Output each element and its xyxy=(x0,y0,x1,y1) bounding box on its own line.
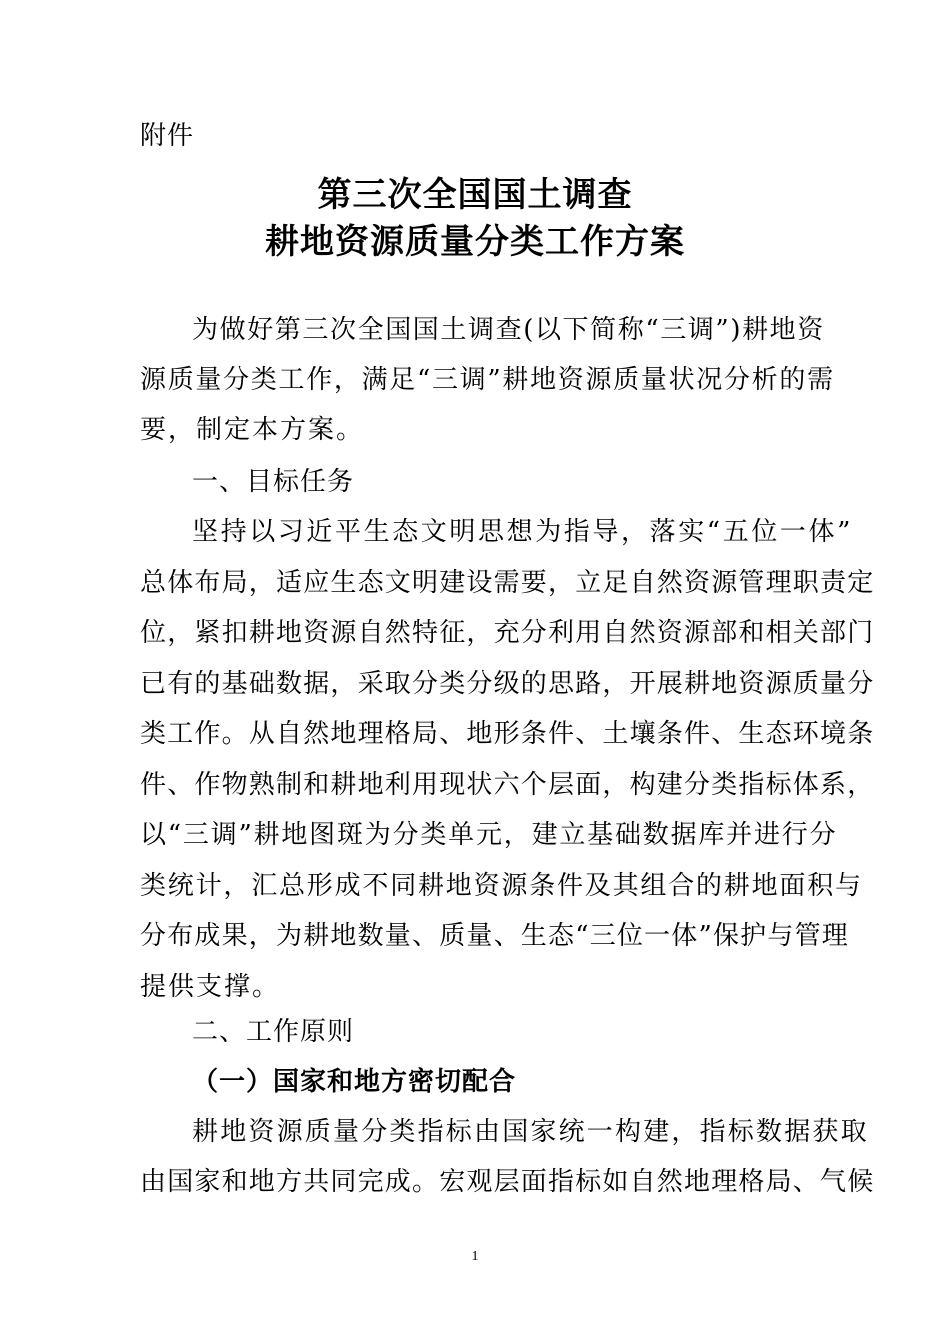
section1-line-9: 分布成果，为耕地数量、质量、生态“三位一体”保护与管理 xyxy=(140,921,849,951)
document-title-line-1: 第三次全国国土调查 xyxy=(317,175,633,215)
section1-line-6: 件、作物熟制和耕地利用现状六个层面，构建分类指标体系， xyxy=(140,770,875,800)
subsection1-line-2: 由国家和地方共同完成。宏观层面指标如自然地理格局、气候 xyxy=(140,1167,875,1197)
intro-line-3: 要，制定本方案。 xyxy=(140,415,365,445)
intro-line-1: 为做好第三次全国国土调查(以下简称“三调”)耕地资 xyxy=(192,315,825,345)
section1-line-2: 总体布局，适应生态文明建设需要，立足自然资源管理职责定 xyxy=(140,568,875,598)
section1-line-4: 已有的基础数据，采取分类分级的思路，开展耕地资源质量分 xyxy=(140,669,875,699)
document-title-line-2: 耕地资源质量分类工作方案 xyxy=(265,222,685,262)
intro-line-2: 源质量分类工作，满足“三调”耕地资源质量状况分析的需 xyxy=(140,365,835,395)
subsection-heading-1: （一）国家和地方密切配合 xyxy=(192,1067,517,1097)
section1-line-3: 位，紧扣耕地资源自然特征，充分利用自然资源部和相关部门 xyxy=(140,618,875,648)
section1-line-8: 类统计，汇总形成不同耕地资源条件及其组合的耕地面积与 xyxy=(140,871,863,901)
page-number: 1 xyxy=(471,1249,479,1264)
section-heading-1: 一、目标任务 xyxy=(192,467,355,497)
section1-line-5: 类工作。从自然地理格局、地形条件、土壤条件、生态环境条 xyxy=(140,719,875,749)
section1-line-1: 坚持以习近平生态文明思想为指导，落实“五位一体” xyxy=(192,517,853,547)
section1-line-10: 提供支撑。 xyxy=(140,972,281,1002)
subsection1-line-1: 耕地资源质量分类指标由国家统一构建，指标数据获取 xyxy=(192,1117,869,1147)
section1-line-7: 以“三调”耕地图斑为分类单元，建立基础数据库并进行分 xyxy=(140,820,838,850)
attachment-label: 附件 xyxy=(140,121,195,151)
section-heading-2: 二、工作原则 xyxy=(192,1017,355,1047)
